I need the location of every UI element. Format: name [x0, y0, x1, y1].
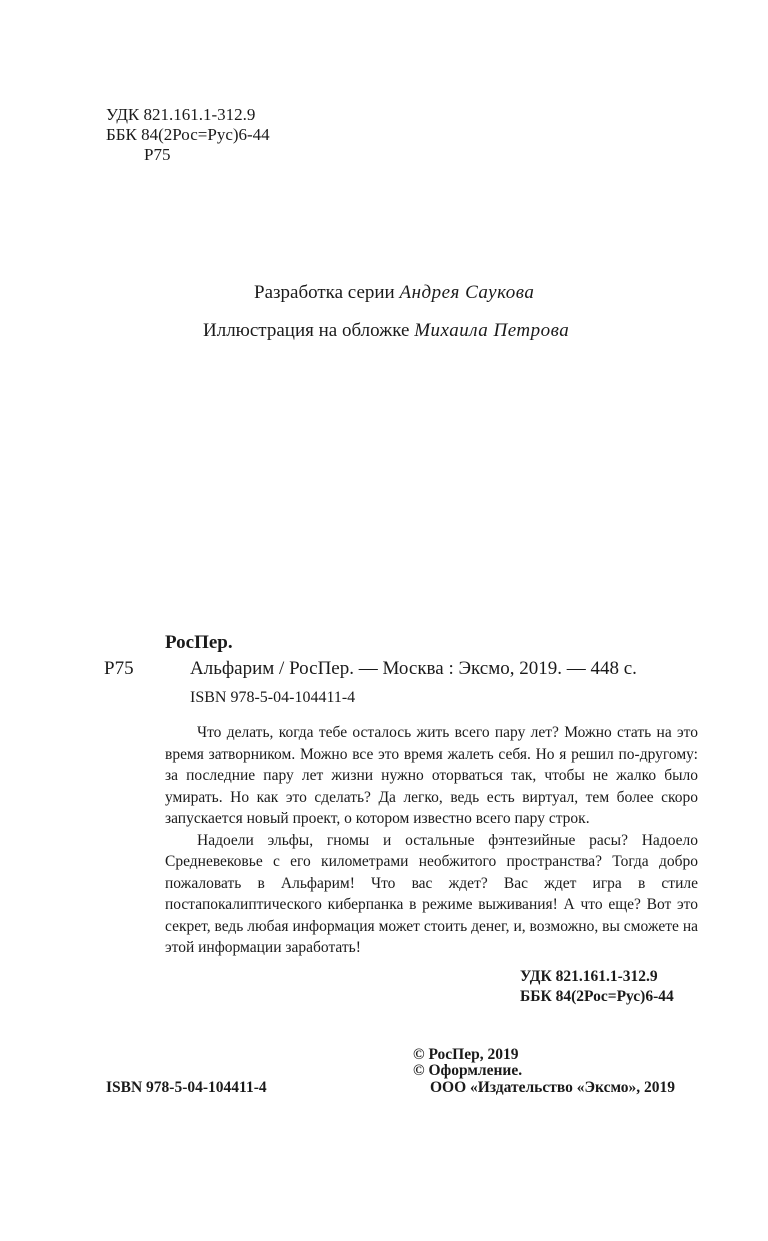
footer-bbk-code: ББК 84(2Рос=Рус)6-44 — [520, 988, 674, 1005]
cover-credit-prefix: Иллюстрация на обложке — [203, 320, 410, 341]
author-sign: Р75 — [144, 145, 171, 164]
udk-code: УДК 821.161.1-312.9 — [106, 105, 256, 124]
abstract — [165, 722, 698, 959]
record-isbn: ISBN 978-5-04-104411-4 — [190, 689, 356, 706]
series-credit-name: Андрея Саукова — [399, 282, 535, 303]
record-title-line: Альфарим / РосПер. — Москва : Эксмо, 2019. — 448 с. — [190, 658, 637, 679]
cover-credit — [203, 320, 569, 342]
record-author: РосПер. — [165, 632, 233, 653]
series-credit — [254, 282, 534, 304]
copyright-publisher: ООО «Издательство «Эксмо», 2019 — [430, 1079, 676, 1096]
bbk-code: ББК 84(2Рос=Рус)6-44 — [106, 125, 270, 144]
record-author-sign: Р75 — [104, 658, 134, 679]
abstract-paragraph-1: Что делать, когда тебе осталось жить всего пару лет? Можно стать на это время затворником. Можно все это время жалеть себя. Но я решил по-другому: за последние пару лет жизни нужно оторваться так, чтобы не жалко было умирать. Но как это сделать? Да легко, ведь есть виртуал, тем более скоро запускается новый проект, о котором известно всего пару строк. — [165, 724, 698, 827]
footer-isbn: ISBN 978-5-04-104411-4 — [106, 1079, 267, 1096]
copyright-author: © РосПер, 2019 — [413, 1046, 519, 1063]
series-credit-prefix: Разработка серии — [254, 282, 395, 303]
cover-credit-name: Михаила Петрова — [414, 320, 570, 341]
abstract-paragraph-2: Надоели эльфы, гномы и остальные фэнтезийные расы? Надоело Средневековье с его километрами необжитого пространства? Тогда добро пожаловать в Альфарим! Что вас ждет? Вас ждет игра в стиле постапокалиптического киберпанка в режиме выживания! А что еще? Вот это секрет, ведь любая информация может стоить денег, и, возможно, вы сможете на этой информации заработать! — [165, 831, 698, 956]
footer-udk-code: УДК 821.161.1-312.9 — [520, 968, 658, 985]
copyright-design: © Оформление. — [413, 1062, 523, 1079]
